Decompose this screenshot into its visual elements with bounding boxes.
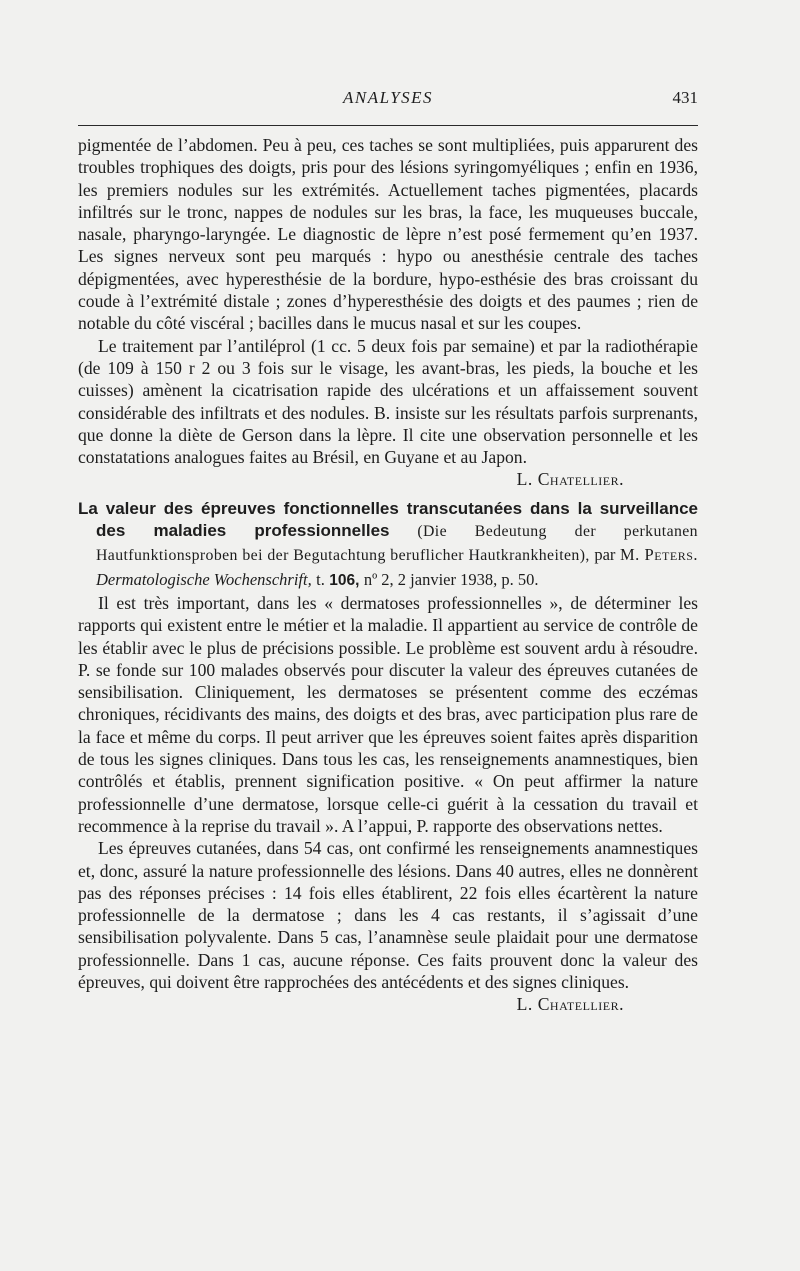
page-number: 431 [672, 88, 698, 107]
article2-issue-date: nº 2, 2 janvier 1938, p. 50. [363, 569, 539, 589]
article2-journal: Dermatologische Wochenschrift, [96, 569, 312, 589]
article2-volume-prefix: t. [316, 569, 325, 589]
text-body [78, 134, 698, 1016]
article2-signature: L. Chatellier. [516, 994, 624, 1015]
article2-volume: 106, [329, 571, 360, 589]
header-rule [78, 125, 698, 126]
article1-paragraph-1: pigmentée de l’abdomen. Peu à peu, ces taches se sont multipliées, puis apparurent des troubles trophiques des doigts, pris pour des lésions syringomyéliques ; enfin en 1936, les premiers nodules sur les extrémités. Actuellement taches pigmentées, placards infiltrés sur le tronc, nappes de nodules sur les bras, la face, les muqueuses buccale, nasale, pharyngo-laryngée. Le diagnostic de lèpre n’est posé fermement qu’en 1937. Les signes nerveux sont peu marqués : hypo ou anesthésie centrale des taches dépigmentées, avec hyperesthésie de la bordure, hypo-esthésie des bras croissant du coude à l’extrémité distale ; zones d’hyperesthésie des doigts et des paumes ; rien de notable du côté viscéral ; bacilles dans le mucus nasal et sur les coupes. [78, 135, 698, 334]
article2-paragraph-1: Il est très important, dans les « dermatoses professionnelles », de déterminer les rapports qui existent entre le métier et la maladie. Il appartient au service de contrôle de les établir avec le plus de précisions possible. Le problème est souvent ardu à résoudre. P. se fonde sur 100 malades observés pour discuter la valeur des épreuves cutanées de sensibilisation. Cliniquement, les dermatoses se présentent comme des eczémas chroniques, récidivants des mains, des doigts et des bras, avec participation plus rare de la face et même du corps. Il peut arriver que les épreuves soient faites après disparition de tous les signes cliniques. Dans tous les cas, les renseignements anamnestiques, bien contrôlés et établis, prennent signification positive. « On peut affirmer la nature professionnelle d’une dermatose, lorsque celle-ci guérit à la cessation du travail et recommence à la reprise du travail ». A l’appui, P. rapporte des observations nettes. [78, 592, 698, 836]
article2-paragraph-2: Les épreuves cutanées, dans 54 cas, ont confirmé les renseignements anamnestiques et, donc, assuré la nature professionnelle des lésions. Dans 40 autres, elles ne donnèrent pas des réponses précises : 14 fois elles établirent, 22 fois elles écartèrent la nature professionnelle de la dermatose ; dans les 4 cas restants, il s’agissait d’une sensibilisation polyvalente. Dans 5 cas, l’anamnèse seule plaidait pour une dermatose professionnelle. Dans 1 cas, aucune réponse. Ces faits prouvent donc la valeur des épreuves, qui doivent être rapprochées des antécédents et des signes cliniques. [78, 838, 698, 992]
article2-author: M. Peters. [619, 545, 698, 565]
article2-title: La valeur des épreuves fonctionnelles transcutanées dans la surveillance des maladies professionnelles [78, 498, 698, 541]
article1-signature: L. Chatellier. [516, 469, 624, 490]
article1-paragraph-2: Le traitement par l’antiléprol (1 cc. 5 deux fois par semaine) et par la radiothérapie (de 109 à 150 r 2 ou 3 fois sur le visage, les avant-bras, les pieds, la bouche et les cuisses) amènent la cicatrisation rapide des ulcérations et un affaissement souvent considérable des infiltrats et des nodules. B. insiste sur les résultats parfois surprenants, que donne la diète de Gerson dans la lèpre. Il cite une observation personnelle et les constatations analogues faites au Brésil, en Guyane et au Japon. [78, 335, 698, 468]
article2-ref-par: par [594, 545, 616, 565]
running-head [78, 88, 698, 118]
article2-original-title: (Die Bedeutung der perkutanen Hautfunktionsproben bei der Begutachtung beruflicher Hautkrankheiten), [96, 523, 698, 565]
running-title: ANALYSES [342, 88, 434, 107]
article2-heading [78, 497, 698, 592]
